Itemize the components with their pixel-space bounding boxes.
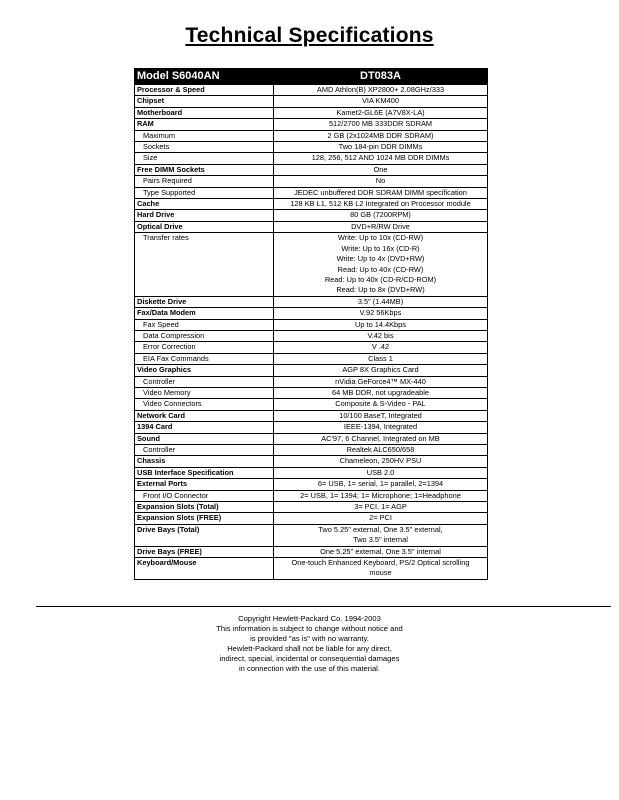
spec-row: [135, 164, 488, 175]
spec-row: [135, 422, 488, 433]
spec-value: [274, 524, 488, 546]
spec-label: Drive Bays (Total): [135, 524, 274, 546]
spec-value-line: Write: Up to 4x (DVD+RW): [336, 254, 425, 264]
spec-value-line: Write: Up to 10x (CD-RW): [337, 233, 424, 243]
spec-label: Transfer rates: [135, 233, 274, 296]
spec-row: [135, 210, 488, 221]
spec-row: [135, 130, 488, 141]
spec-label: Cache: [135, 199, 274, 210]
spec-label: Video Graphics: [135, 365, 274, 376]
spec-table: [134, 68, 488, 580]
spec-label: Hard Drive: [135, 210, 274, 221]
spec-value: [274, 296, 488, 307]
spec-row: [135, 233, 488, 296]
footer-divider: [36, 606, 611, 607]
spec-value: [274, 365, 488, 376]
spec-label: Free DIMM Sockets: [135, 164, 274, 175]
spec-row: [135, 221, 488, 232]
spec-label: Pairs Required: [135, 176, 274, 187]
spec-row: [135, 490, 488, 501]
spec-value-line: 2= PCI: [369, 513, 392, 523]
spec-label: Fax/Data Modem: [135, 308, 274, 319]
spec-value-line: 128, 256, 512 AND 1024 MB DDR DIMMs: [311, 153, 450, 163]
spec-row: [135, 410, 488, 421]
spec-value: [274, 199, 488, 210]
copyright-footer: [0, 614, 619, 674]
spec-value: [274, 85, 488, 96]
spec-value-line: AGP 8X Graphics Card: [342, 365, 419, 375]
spec-label: Drive Bays (FREE): [135, 546, 274, 557]
spec-value-line: Two 5.25" external, One 3.5" external,: [318, 524, 443, 534]
spec-label: Network Card: [135, 410, 274, 421]
spec-label: Chipset: [135, 96, 274, 107]
spec-row: [135, 187, 488, 198]
spec-value-line: V.92 56Kbps: [359, 308, 402, 318]
spec-value-line: Kamet2-GL6E (A7V8X-LA): [336, 107, 425, 117]
spec-row: [135, 546, 488, 557]
spec-row: [135, 353, 488, 364]
spec-value-line: 64 MB DDR, not upgradeable: [332, 387, 429, 397]
spec-value: [274, 376, 488, 387]
spec-label: Keyboard/Mouse: [135, 558, 274, 580]
spec-value: [274, 479, 488, 490]
spec-row: [135, 319, 488, 330]
spec-value: [274, 433, 488, 444]
spec-value-line: 10/100 BaseT, Integrated: [339, 410, 422, 420]
spec-value-line: 512/2700 MB 333DDR SDRAM: [328, 119, 433, 129]
footer-line: is provided "as is" with no warranty.: [250, 634, 369, 643]
spec-row: [135, 330, 488, 341]
spec-value-line: Read: Up to 40x (CD-RW): [337, 264, 424, 274]
spec-label: RAM: [135, 119, 274, 130]
spec-value-line: Chameleon, 250HV PSU: [339, 456, 422, 466]
spec-value-line: Write: Up to 16x (CD-R): [341, 243, 420, 253]
spec-value-line: VIA KM400: [362, 96, 399, 106]
spec-row: [135, 513, 488, 524]
spec-value-line: Up to 14.4Kbps: [355, 319, 406, 329]
spec-value-line: USB 2.0: [366, 467, 395, 477]
spec-value: [274, 164, 488, 175]
spec-label: Video Memory: [135, 387, 274, 398]
spec-row: [135, 153, 488, 164]
spec-value-line: Composite & S-Video - PAL: [335, 399, 426, 409]
spec-value: [274, 502, 488, 513]
spec-value-line: Read: Up to 40x (CD-R/CD-ROM): [324, 274, 437, 284]
spec-value-line: JEDEC unbuffered DDR SDRAM DIMM specification: [294, 187, 467, 197]
spec-row: [135, 502, 488, 513]
spec-label: Type Supported: [135, 187, 274, 198]
footer-line: indirect, special, incidental or consequential damages: [219, 654, 400, 663]
spec-row: [135, 85, 488, 96]
spec-row: [135, 96, 488, 107]
spec-label: Diskette Drive: [135, 296, 274, 307]
spec-value: [274, 490, 488, 501]
spec-row: [135, 142, 488, 153]
spec-value-line: IEEE-1394, Integrated: [343, 422, 418, 432]
spec-value-line: Two 3.5" internal: [353, 535, 408, 545]
spec-value: [274, 308, 488, 319]
spec-value: [274, 233, 488, 296]
spec-row: [135, 365, 488, 376]
spec-value-line: 3.5" (1.44MB): [357, 296, 404, 306]
spec-row: [135, 558, 488, 580]
spec-value-line: DVD+R/RW Drive: [351, 221, 410, 231]
spec-value: [274, 513, 488, 524]
model-label: Model S6040AN: [135, 69, 274, 85]
spec-row: [135, 119, 488, 130]
footer-line: in connection with the use of this material.: [239, 664, 380, 673]
spec-label: Expansion Slots (Total): [135, 502, 274, 513]
spec-row: [135, 176, 488, 187]
footer-line: Hewlett-Packard shall not be liable for any direct,: [227, 644, 392, 653]
spec-label: EIA Fax Commands: [135, 353, 274, 364]
spec-value: [274, 445, 488, 456]
spec-label: Controller: [135, 376, 274, 387]
spec-value-line: AC'97, 6 Channel, Integrated on MB: [321, 433, 440, 443]
spec-value-line: One 5.25" external, One 3.5" internal: [320, 546, 441, 556]
spec-value: [274, 96, 488, 107]
spec-value-line: Two 184-pin DDR DIMMs: [338, 142, 423, 152]
spec-value: [274, 410, 488, 421]
spec-label: Controller: [135, 445, 274, 456]
spec-value-line: 2= USB, 1= 1394; 1= Microphone; 1=Headphone: [300, 490, 461, 500]
spec-row: [135, 433, 488, 444]
spec-label: Sound: [135, 433, 274, 444]
spec-row: [135, 524, 488, 546]
footer-line: This information is subject to change without notice and: [216, 624, 403, 633]
spec-row: [135, 445, 488, 456]
spec-value-line: V.42 bis: [367, 330, 394, 340]
spec-row: [135, 342, 488, 353]
spec-value: [274, 142, 488, 153]
spec-row: [135, 296, 488, 307]
spec-value-line: Class 1: [368, 353, 393, 363]
spec-value-line: One: [373, 164, 388, 174]
spec-label: Optical Drive: [135, 221, 274, 232]
spec-header-row: [135, 69, 488, 85]
spec-value: [274, 558, 488, 580]
spec-value: [274, 387, 488, 398]
spec-value: [274, 119, 488, 130]
spec-value-line: No: [375, 176, 386, 186]
spec-value: [274, 456, 488, 467]
spec-row: [135, 308, 488, 319]
spec-value: [274, 342, 488, 353]
spec-label: Error Correction: [135, 342, 274, 353]
spec-label: Front I/O Connector: [135, 490, 274, 501]
page-title: Technical Specifications: [185, 24, 434, 47]
spec-value-line: 2 GB (2x1024MB DDR SDRAM): [327, 130, 434, 140]
spec-label: External Ports: [135, 479, 274, 490]
footer-line: Copyright Hewlett-Packard Co. 1994-2003: [238, 614, 381, 623]
spec-row: [135, 479, 488, 490]
spec-label: Sockets: [135, 142, 274, 153]
spec-value: [274, 399, 488, 410]
spec-value-line: Realtek ALC650/658: [346, 445, 415, 454]
spec-value-line: mouse: [369, 568, 392, 578]
spec-value: [274, 153, 488, 164]
spec-value-line: 128 KB L1, 512 KB L2 Integrated on Processor module: [290, 199, 471, 209]
spec-value: [274, 221, 488, 232]
spec-label: 1394 Card: [135, 422, 274, 433]
spec-row: [135, 387, 488, 398]
spec-value: [274, 467, 488, 478]
spec-row: [135, 399, 488, 410]
spec-label: Fax Speed: [135, 319, 274, 330]
spec-value: [274, 330, 488, 341]
spec-value: [274, 546, 488, 557]
spec-value-line: 6= USB, 1= serial, 1= parallel, 2=1394: [317, 479, 444, 489]
spec-label: Chassis: [135, 456, 274, 467]
spec-row: [135, 199, 488, 210]
spec-value: [274, 353, 488, 364]
spec-value-line: 80 GB (7200RPM): [350, 210, 411, 220]
spec-value: [274, 187, 488, 198]
model-value: DT083A: [274, 69, 488, 85]
spec-label: Video Connectors: [135, 399, 274, 410]
spec-value-line: 3= PCI, 1= AGP: [354, 502, 407, 512]
spec-row: [135, 456, 488, 467]
spec-label: Expansion Slots (FREE): [135, 513, 274, 524]
spec-value: [274, 422, 488, 433]
spec-value-line: One-touch Enhanced Keyboard, PS/2 Optical scrolling: [291, 558, 470, 568]
spec-value: [274, 210, 488, 221]
spec-value: [274, 107, 488, 118]
spec-label: Processor & Speed: [135, 85, 274, 96]
spec-value: [274, 130, 488, 141]
spec-row: [135, 376, 488, 387]
spec-label: USB Interface Specification: [135, 467, 274, 478]
spec-row: [135, 467, 488, 478]
spec-value-line: V .42: [371, 342, 390, 352]
spec-value: [274, 176, 488, 187]
spec-label: Data Compression: [135, 330, 274, 341]
spec-value-line: nVidia GeForce4™ MX-440: [335, 376, 426, 386]
spec-row: [135, 107, 488, 118]
spec-label: Motherboard: [135, 107, 274, 118]
spec-value-line: Read: Up to 8x (DVD+RW): [336, 285, 425, 295]
spec-value: [274, 319, 488, 330]
spec-label: Size: [135, 153, 274, 164]
spec-label: Maximum: [135, 130, 274, 141]
spec-value-line: AMD Athlon(B) XP2800+ 2.08GHz/333: [316, 85, 445, 94]
